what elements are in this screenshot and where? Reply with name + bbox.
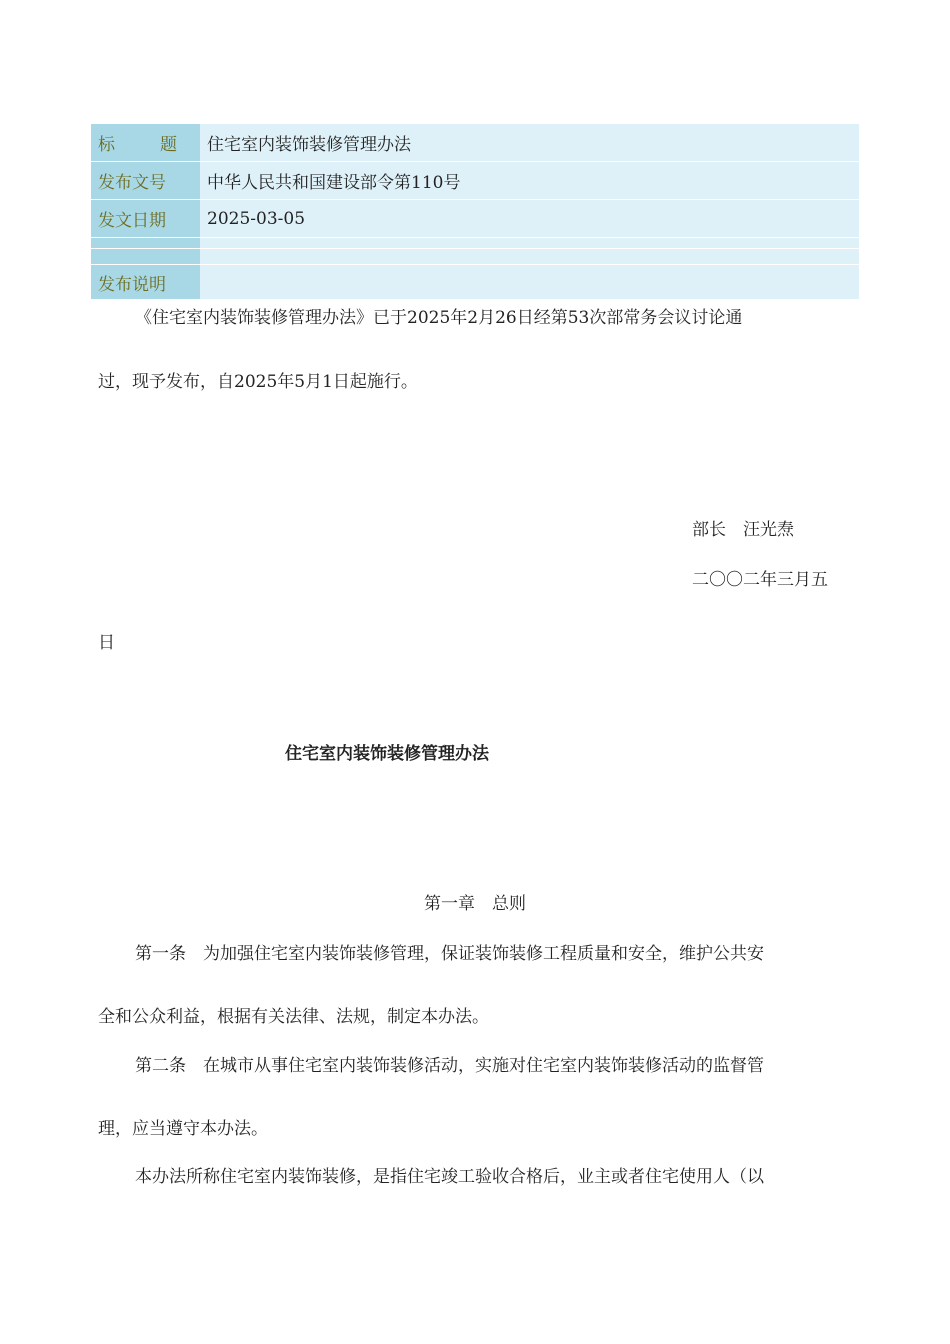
meta-row-spacer-2 (91, 249, 859, 264)
meta-row-spacer-1 (91, 238, 859, 248)
sign-date-line-1: 二〇〇二年三月五 (692, 570, 828, 590)
title-value: 住宅室内装饰装修管理办法 (200, 124, 859, 161)
intro-line-1: 《住宅室内装饰装修管理办法》已于2025年2月26日经第53次部常务会议讨论通 (135, 308, 743, 328)
title-label-char-2: 题 (160, 135, 177, 155)
article-2-paragraph-2: 本办法所称住宅室内装饰装修，是指住宅竣工验收合格后，业主或者住宅使用人（以 (135, 1167, 764, 1187)
date-label: 发文日期 (91, 200, 200, 237)
docno-label: 发布文号 (91, 162, 200, 199)
sign-date-line-2: 日 (98, 633, 115, 653)
article-1-line-2: 全和公众利益，根据有关法律、法规，制定本办法。 (98, 1007, 489, 1027)
document-title: 住宅室内装饰装修管理办法 (285, 744, 489, 764)
note-value (200, 265, 859, 299)
intro-line-2: 过，现予发布，自2025年5月1日起施行。 (98, 372, 418, 392)
title-label-char-1: 标 (98, 135, 115, 155)
date-value: 2025-03-05 (200, 200, 859, 237)
article-2-line-1: 第二条 在城市从事住宅室内装饰装修活动，实施对住宅室内装饰装修活动的监督管 (135, 1056, 764, 1076)
article-1-line-1: 第一条 为加强住宅室内装饰装修管理，保证装饰装修工程质量和安全，维护公共安 (135, 944, 764, 964)
meta-row-date (91, 200, 859, 237)
meta-row-title (91, 124, 859, 161)
chapter-heading: 第一章 总则 (424, 894, 526, 914)
article-2-line-2: 理，应当遵守本办法。 (98, 1119, 268, 1139)
title-label (91, 124, 200, 161)
metadata-table (91, 124, 859, 299)
signer: 部长 汪光焘 (692, 520, 794, 540)
note-label: 发布说明 (91, 265, 200, 299)
meta-row-note (91, 265, 859, 299)
meta-row-docno (91, 162, 859, 199)
docno-value: 中华人民共和国建设部令第110号 (200, 162, 859, 199)
